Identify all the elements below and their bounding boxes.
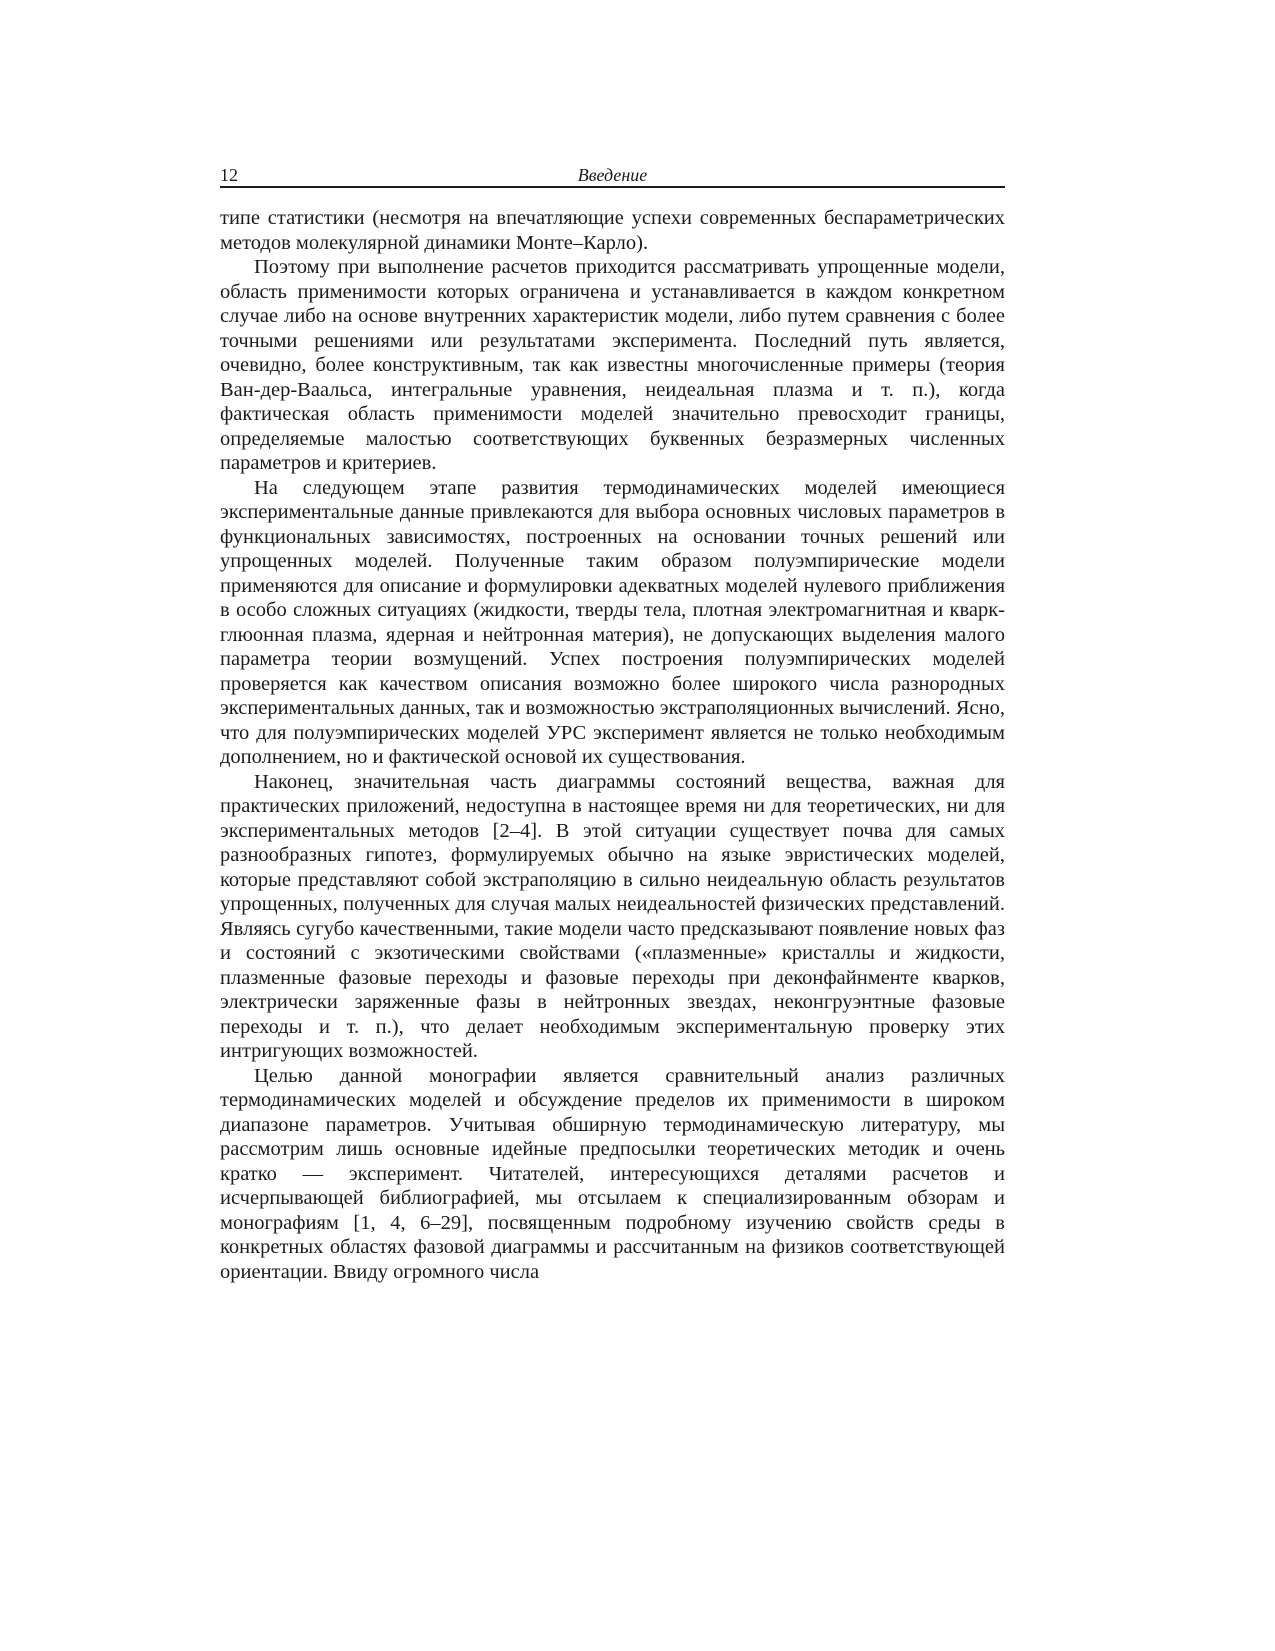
paragraph: Поэтому при выполнение расчетов приходится рассматривать упрощенные модели, область применимости которых ограничена и устанавливается в каждом конкретном случае либо на основе внутренних характеристик модели, либо путем сравнения с более точными решениями или результатами эксперимента. Последний путь является, очевидно, более конструктивным, так как известны многочисленные примеры (теория Ван-дер-Ваальса, интегральные уравнения, неидеальная плазма и т. п.), когда фактическая область применимости моделей значительно превосходит границы, определяемые малостью соответствующих буквенных безразмерных численных параметров и критериев. — [220, 256, 1005, 474]
paragraph-continuation: типе статистики (несмотря на впечатляющие успехи современных беспараметрических методов молекулярной динамики Монте–Карло). — [220, 207, 1005, 254]
paragraph: Целью данной монографии является сравнительный анализ различных термодинамических моделей и обсуждение пределов их применимости в широком диапазоне параметров. Учитывая обширную термодинамическую литературу, мы рассмотрим лишь основные идейные предпосылки теоретических методик и очень кратко — эксперимент. Читателей, интересующихся деталями расчетов и исчерпывающей библиографией, мы отсылаем к специализированным обзорам и монографиям [1, 4, 6–29], посвященным подробному изучению свойств среды в конкретных областях фазовой диаграммы и рассчитанным на физиков соответствующей ориентации. Ввиду огромного числа — [220, 1064, 1005, 1283]
paragraph: На следующем этапе развития термодинамических моделей имеющиеся экспериментальные данные привлекаются для выбора основных числовых параметров в функциональных зависимостях, построенных на основании точных решений или упрощенных моделей. Полученные таким образом полуэмпирические модели применяются для описание и формулировки адекватных моделей нулевого приближения в особо сложных ситуациях (жидкости, тверды тела, плотная электромагнитная и кварк-глюонная плазма, ядерная и нейтронная материя), не допускающих выделения малого параметра теории возмущений. Успех построения полуэмпирических моделей проверяется как качеством описания возможно более широкого числа разнородных экспериментальных данных, так и возможностью экстраполяционных вычислений. Ясно, что для полуэмпирических моделей УРС эксперимент является не только необходимым дополнением, но и фактической основой их существования. — [220, 476, 1005, 768]
body-text — [220, 206, 1005, 1284]
page-header — [220, 164, 1005, 188]
page-number: 12 — [220, 165, 238, 185]
running-title: Введение — [577, 165, 648, 185]
paragraph: Наконец, значительная часть диаграммы состояний вещества, важная для практических приложений, недоступна в настоящее время ни для теоретических, ни для экспериментальных методов [2–4]. В этой ситуации существует почва для самых разнообразных гипотез, формулируемых обычно на языке эвристических моделей, которые представляют собой экстраполяцию в сильно неидеальную область результатов упрощенных, полученных для случая малых неидеальностей физических представлений. Являясь сугубо качественными, такие модели часто предсказывают появление новых фаз и состояний с экзотическими свойствами («плазменные» кристаллы и жидкости, плазменные фазовые переходы и фазовые переходы при деконфайнменте кварков, электрически заряженные фазы в нейтронных звездах, неконгруэнтные фазовые переходы и т. п.), что делает необходимым экспериментальную проверку этих интригующих возможностей. — [220, 770, 1005, 1062]
